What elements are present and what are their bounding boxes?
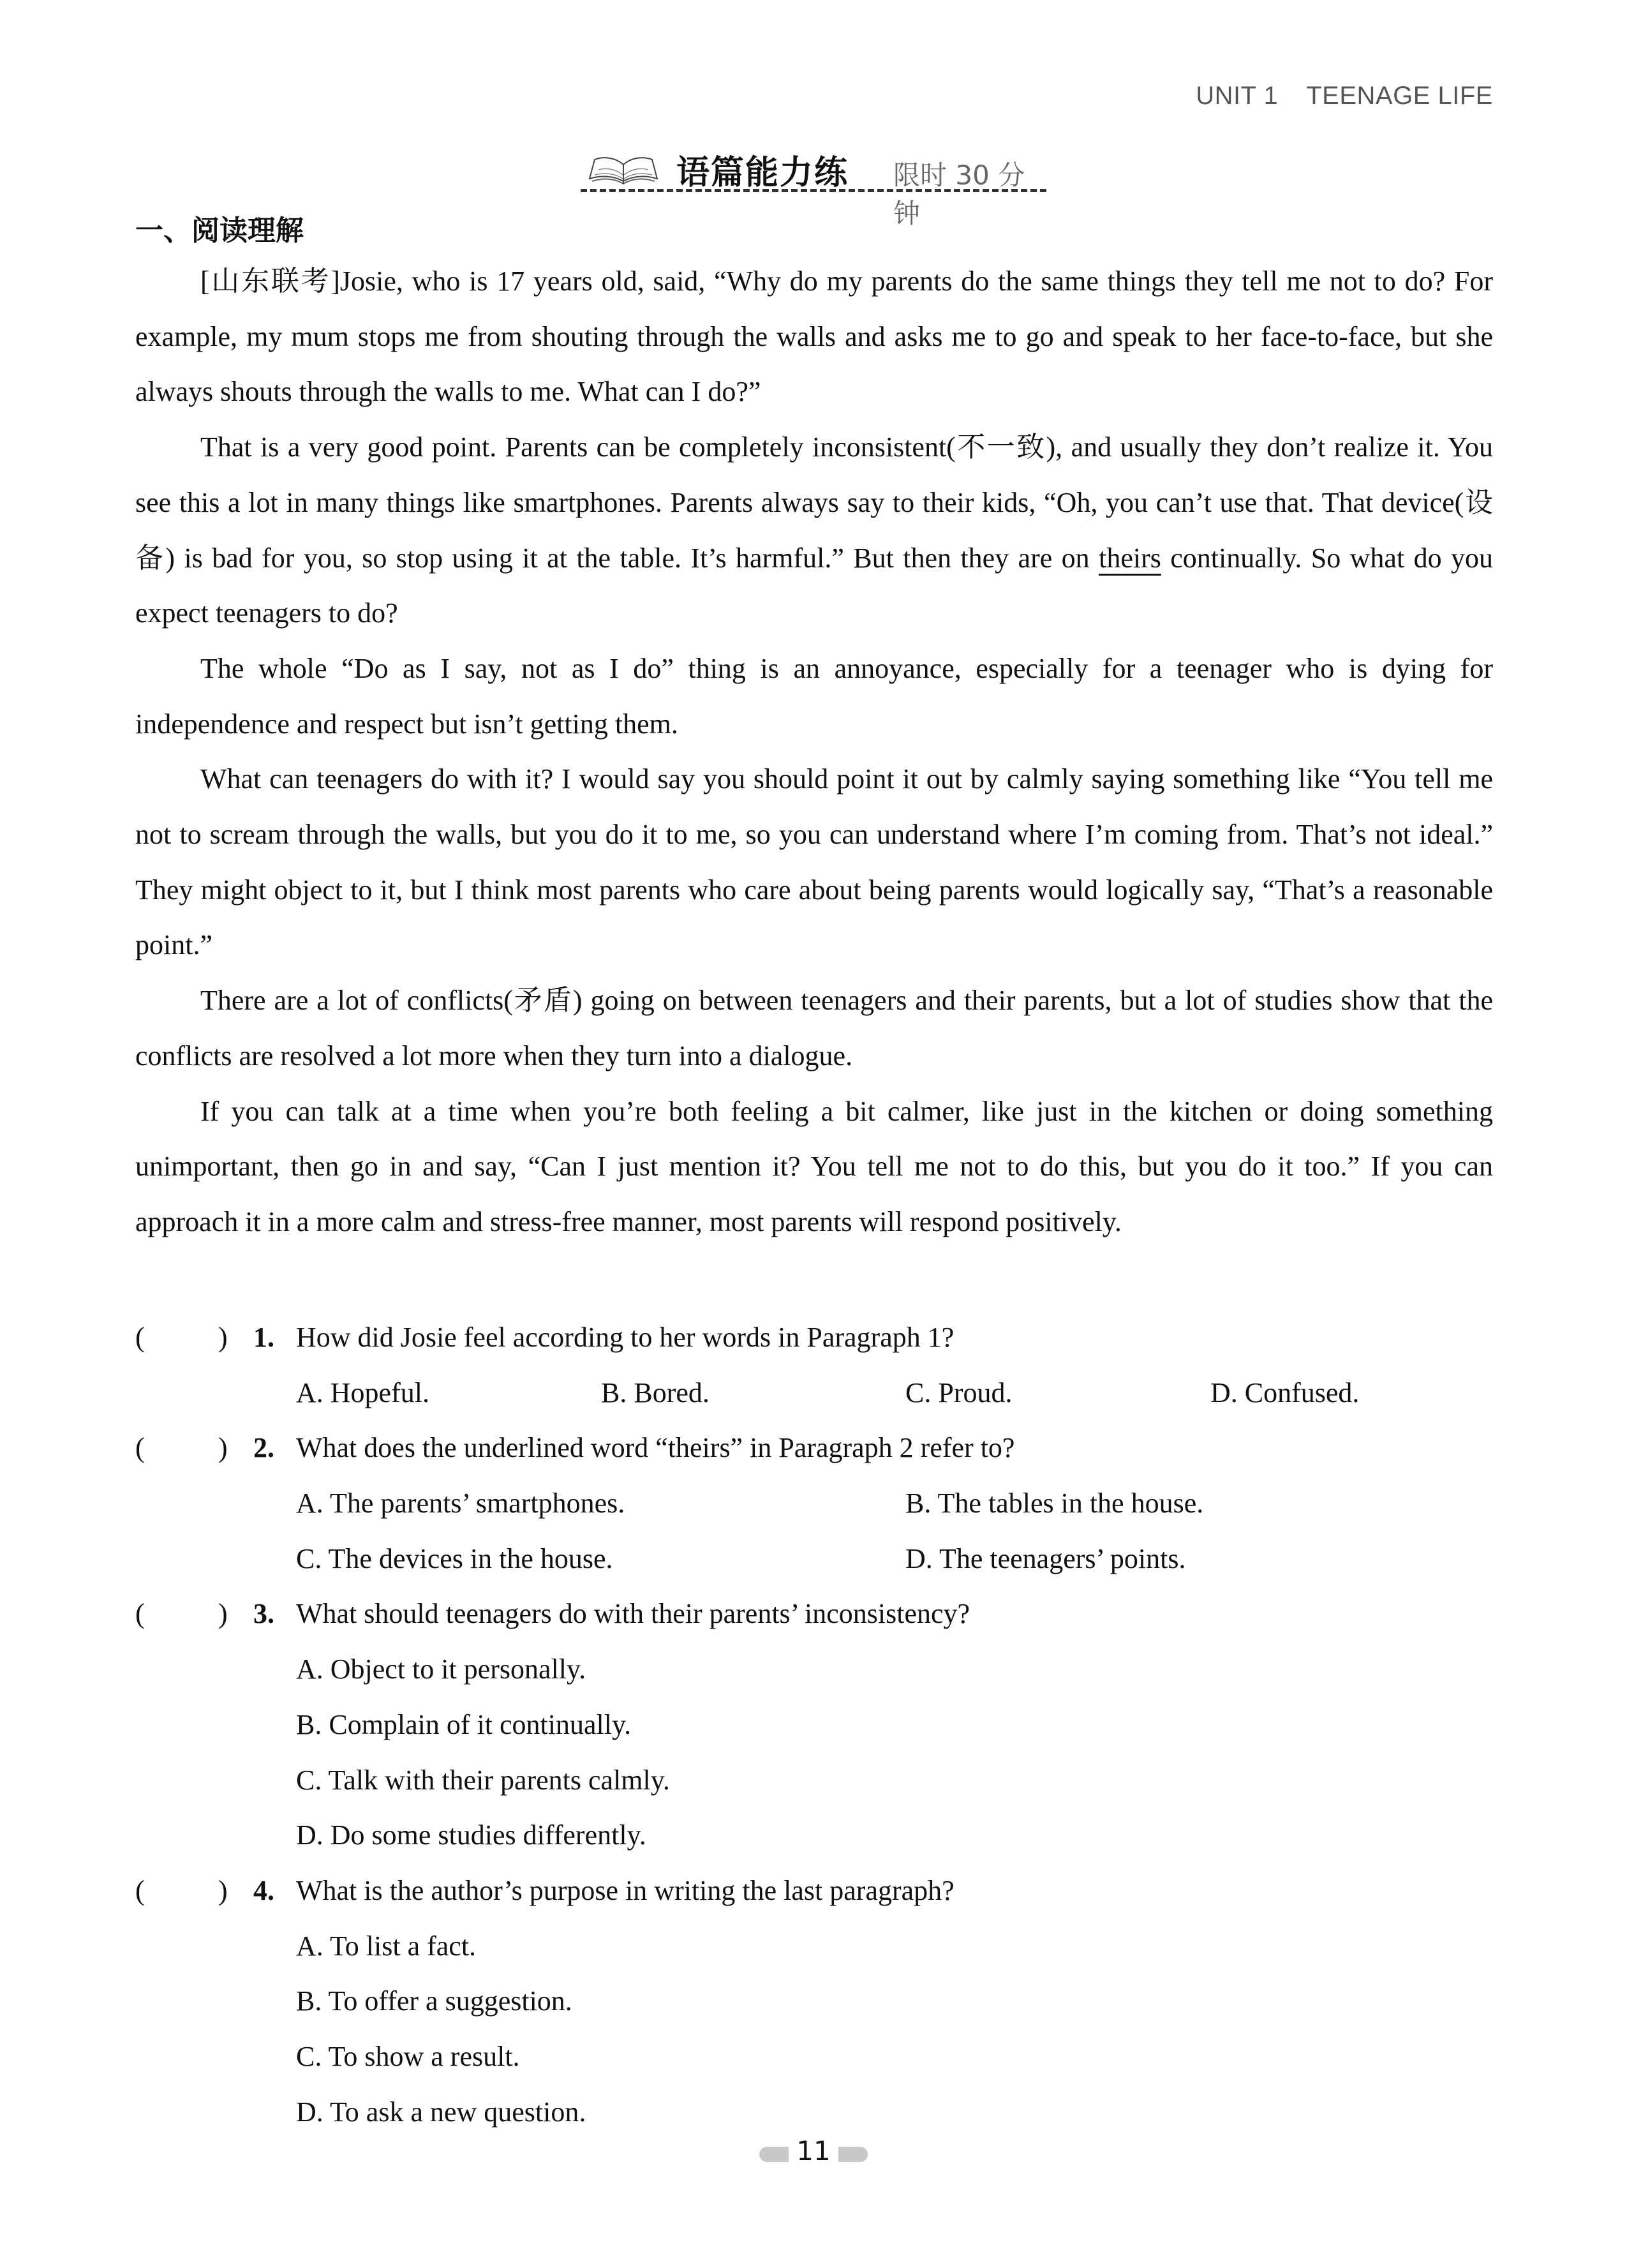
open-book-icon bbox=[586, 153, 661, 186]
option-c[interactable]: C. The devices in the house. bbox=[296, 1542, 613, 1574]
question-2 bbox=[135, 1421, 1493, 1476]
options-row bbox=[135, 1974, 1493, 2029]
question-3 bbox=[135, 1586, 1493, 1642]
question-list bbox=[135, 1310, 1493, 2140]
question-4 bbox=[135, 1863, 1493, 1919]
option-a[interactable]: A. To list a fact. bbox=[296, 1930, 477, 1962]
option-b[interactable]: B. The tables in the house. bbox=[905, 1488, 1204, 1519]
question-number: 4. bbox=[253, 1874, 274, 1906]
paragraph-2: That is a very good point. Parents can be completely inconsistent(不一致), and usually they don’t realize it. You see this a lot in many things like smartphones. Parents always say to their kids, “Oh, you can’t use that. That device(设备) is bad for you, so stop using it at the table. It’s harmful.” But then they are on theirs continually. So what do you expect teenagers to do? bbox=[135, 431, 1493, 629]
section-title: 一、阅读理解 bbox=[135, 214, 304, 247]
option-b[interactable]: B. To offer a suggestion. bbox=[296, 1985, 572, 2017]
unit-label: UNIT 1 bbox=[1196, 82, 1279, 110]
options-row bbox=[135, 1366, 1493, 1421]
question-stem: What is the author’s purpose in writing the last paragraph? bbox=[296, 1874, 955, 1906]
unit-title: TEENAGE LIFE bbox=[1306, 82, 1493, 110]
option-d[interactable]: D. To ask a new question. bbox=[296, 2096, 586, 2128]
answer-blank-close[interactable]: ) bbox=[218, 1432, 228, 1464]
paragraph-5: There are a lot of conflicts(矛盾) going on between teenagers and their parents, but a lot of studies show that the conflicts are resolved a lot more when they turn into a dialogue. bbox=[135, 985, 1493, 1071]
answer-blank-close[interactable]: ) bbox=[218, 1322, 228, 1353]
running-header bbox=[1196, 82, 1493, 110]
page-footer bbox=[759, 2135, 868, 2167]
paragraph-6: If you can talk at a time when you’re both feeling a bit calmer, like just in the kitchen or doing something unimportant, then go in and say, “Can I just mention it? You tell me not to do this, but you do it too.” If you can approach it in a more calm and stress-free manner, most parents will respond positively. bbox=[135, 1095, 1493, 1237]
paragraph-3: The whole “Do as I say, not as I do” thing is an annoyance, especially for a teenager who is dying for independence and respect but isn’t getting them. bbox=[135, 652, 1493, 740]
source-tag: [山东联考] bbox=[200, 265, 340, 297]
options-row bbox=[135, 2085, 1493, 2140]
question-stem: How did Josie feel according to her words in Paragraph 1? bbox=[296, 1322, 955, 1353]
option-d[interactable]: D. Confused. bbox=[1210, 1376, 1360, 1408]
question-number: 1. bbox=[253, 1322, 274, 1353]
paragraph-1: [山东联考]Josie, who is 17 years old, said, “Why do my parents do the same things they tell me not to do? For example, my mum stops me from shouting through the walls and asks me to go and speak to her face-to-face, but she always shouts through the walls to me. What can I do?” bbox=[135, 265, 1493, 408]
options-row bbox=[135, 1753, 1493, 1809]
answer-blank-open[interactable]: ( bbox=[135, 1322, 145, 1353]
question-1 bbox=[135, 1310, 1493, 1366]
option-b[interactable]: B. Complain of it continually. bbox=[296, 1708, 632, 1740]
question-stem: What should teenagers do with their parents’ inconsistency? bbox=[296, 1598, 970, 1630]
option-c[interactable]: C. Proud. bbox=[905, 1376, 1013, 1408]
banner-title: 语篇能力练 bbox=[676, 154, 849, 192]
options-row bbox=[135, 1532, 1493, 1587]
section-banner bbox=[581, 144, 1046, 229]
option-b[interactable]: B. Bored. bbox=[601, 1376, 709, 1408]
page-number: 11 bbox=[796, 2135, 831, 2167]
option-a[interactable]: A. Object to it personally. bbox=[296, 1653, 586, 1685]
options-row bbox=[135, 1919, 1493, 1974]
answer-blank-close[interactable]: ) bbox=[218, 1874, 228, 1906]
answer-blank-open[interactable]: ( bbox=[135, 1432, 145, 1464]
option-a[interactable]: A. Hopeful. bbox=[296, 1376, 429, 1408]
options-row bbox=[135, 1476, 1493, 1532]
time-limit: 限时 30 分钟 bbox=[893, 160, 1025, 229]
paragraph-4: What can teenagers do with it? I would say you should point it out by calmly saying something like “You tell me not to scream through the walls, but you do it to me, so you can understand where I’m coming from. That’s not ideal.” They might object to it, but I think most parents who care about being parents would logically say, “That’s a reasonable point.” bbox=[135, 763, 1493, 961]
underlined-word: theirs bbox=[1099, 542, 1161, 574]
answer-blank-open[interactable]: ( bbox=[135, 1598, 145, 1630]
answer-blank-open[interactable]: ( bbox=[135, 1874, 145, 1906]
option-d[interactable]: D. The teenagers’ points. bbox=[905, 1542, 1186, 1574]
options-row bbox=[135, 1642, 1493, 1697]
question-stem: What does the underlined word “theirs” in Paragraph 2 refer to? bbox=[296, 1432, 1015, 1464]
option-d[interactable]: D. Do some studies differently. bbox=[296, 1819, 646, 1851]
reading-passage bbox=[135, 254, 1493, 1250]
question-number: 2. bbox=[253, 1432, 274, 1464]
options-row bbox=[135, 2029, 1493, 2085]
options-row bbox=[135, 1808, 1493, 1863]
option-c[interactable]: C. To show a result. bbox=[296, 2040, 520, 2072]
question-number: 3. bbox=[253, 1598, 274, 1630]
answer-blank-close[interactable]: ) bbox=[218, 1598, 228, 1630]
option-c[interactable]: C. Talk with their parents calmly. bbox=[296, 1764, 670, 1796]
option-a[interactable]: A. The parents’ smartphones. bbox=[296, 1488, 625, 1519]
options-row bbox=[135, 1697, 1493, 1753]
